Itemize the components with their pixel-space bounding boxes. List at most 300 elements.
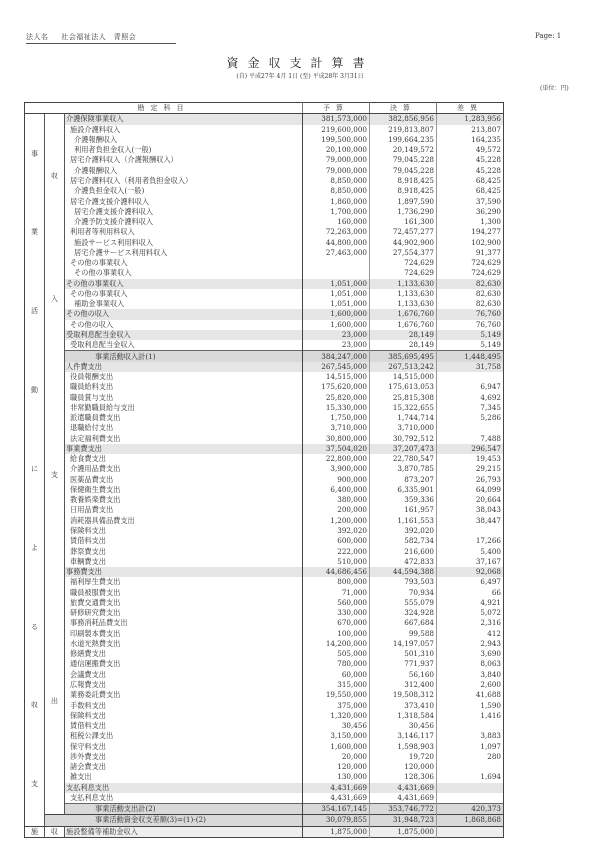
table-row bbox=[25, 516, 504, 526]
budget-value: 384,247,000 bbox=[303, 351, 370, 362]
table-row bbox=[25, 731, 504, 741]
budget-value: 20,100,000 bbox=[303, 145, 370, 155]
vertical-label-char: に bbox=[31, 464, 38, 473]
difference-value: 3,840 bbox=[437, 670, 504, 680]
difference-value: 29,215 bbox=[437, 464, 504, 474]
difference-value: 68,425 bbox=[437, 176, 504, 186]
actual-value: 1,133,630 bbox=[370, 279, 437, 289]
account-name: その他の事業収入 bbox=[65, 279, 303, 289]
fiscal-period: (自) 平成27年 4月 1日 (至) 平成28年 3月31日 bbox=[236, 73, 364, 80]
account-name: 職員賞与支出 bbox=[65, 392, 303, 402]
actual-value: 161,957 bbox=[370, 505, 437, 515]
table-row bbox=[25, 362, 504, 372]
vertical-label-char: 業 bbox=[31, 228, 38, 237]
actual-value: 79,045,228 bbox=[370, 166, 437, 176]
account-name: 介護報酬収入 bbox=[65, 135, 303, 145]
actual-value: 14,197,057 bbox=[370, 639, 437, 649]
corp-label: 法人名 bbox=[26, 33, 49, 41]
actual-value: 25,815,308 bbox=[370, 392, 437, 402]
table-row bbox=[25, 279, 504, 289]
table-row bbox=[25, 155, 504, 165]
table-row bbox=[25, 700, 504, 710]
difference-value: 5,072 bbox=[437, 608, 504, 618]
table-row bbox=[25, 320, 504, 330]
difference-value: 164,235 bbox=[437, 135, 504, 145]
table-row bbox=[25, 577, 504, 587]
budget-value: 23,000 bbox=[303, 340, 370, 351]
actual-value: 1,875,000 bbox=[370, 826, 437, 837]
cash-flow-table bbox=[24, 102, 504, 838]
actual-value: 19,720 bbox=[370, 752, 437, 762]
budget-value: 20,000 bbox=[303, 752, 370, 762]
difference-value: 102,900 bbox=[437, 237, 504, 247]
difference-value: 296,547 bbox=[437, 444, 504, 454]
vertical-label-char: 支 bbox=[51, 470, 58, 479]
budget-value: 71,000 bbox=[303, 587, 370, 597]
actual-value: 4,431,669 bbox=[370, 783, 437, 793]
facility-row bbox=[25, 826, 504, 837]
table-row bbox=[25, 248, 504, 258]
table-row bbox=[25, 741, 504, 751]
vertical-label-char: よ bbox=[31, 543, 38, 552]
actual-value: 1,897,590 bbox=[370, 196, 437, 206]
budget-value: 6,400,000 bbox=[303, 485, 370, 495]
table-row bbox=[25, 176, 504, 186]
actual-value: 6,335,901 bbox=[370, 485, 437, 495]
account-name: その他の事業収入 bbox=[65, 268, 303, 278]
account-name: 法定福利費支出 bbox=[65, 434, 303, 444]
account-name: 受取利息配当金収入 bbox=[65, 330, 303, 340]
table-row bbox=[25, 464, 504, 474]
account-name: 介護報酬収入 bbox=[65, 166, 303, 176]
table-row bbox=[25, 505, 504, 515]
actual-value: 72,457,277 bbox=[370, 227, 437, 237]
document-title: 資金収支計算書 bbox=[226, 56, 374, 70]
budget-value: 780,000 bbox=[303, 659, 370, 669]
budget-value: 199,500,000 bbox=[303, 135, 370, 145]
account-name: 手数料支出 bbox=[65, 700, 303, 710]
account-name: 介護保険事業収入 bbox=[65, 114, 303, 125]
table-row bbox=[25, 340, 504, 351]
difference-value: 1,694 bbox=[437, 772, 504, 782]
budget-value: 1,860,000 bbox=[303, 196, 370, 206]
difference-value: 5,149 bbox=[437, 340, 504, 351]
actual-value: 771,937 bbox=[370, 659, 437, 669]
budget-value: 30,456 bbox=[303, 721, 370, 731]
difference-value: 8,063 bbox=[437, 659, 504, 669]
difference-value bbox=[437, 423, 504, 433]
income-label bbox=[45, 114, 65, 362]
table-row bbox=[25, 413, 504, 423]
difference-value: 82,630 bbox=[437, 289, 504, 299]
difference-value: 45,228 bbox=[437, 155, 504, 165]
budget-value: 330,000 bbox=[303, 608, 370, 618]
account-name: 事業費支出 bbox=[65, 444, 303, 454]
vertical-label-char: 動 bbox=[31, 386, 38, 395]
actual-value: 31,948,723 bbox=[370, 815, 437, 826]
actual-value: 15,322,655 bbox=[370, 403, 437, 413]
difference-value: 5,400 bbox=[437, 546, 504, 556]
budget-value: 8,850,000 bbox=[303, 176, 370, 186]
account-name: 業務委託費支出 bbox=[65, 690, 303, 700]
difference-value: 19,453 bbox=[437, 454, 504, 464]
page-number bbox=[535, 32, 561, 40]
page-value: 1 bbox=[556, 32, 562, 40]
table-row bbox=[25, 629, 504, 639]
account-name: 葬祭費支出 bbox=[65, 546, 303, 556]
table-row bbox=[25, 145, 504, 155]
table-row bbox=[25, 227, 504, 237]
difference-value: 49,572 bbox=[437, 145, 504, 155]
account-name: 修繕費支出 bbox=[65, 649, 303, 659]
account-name: 職員被服費支出 bbox=[65, 587, 303, 597]
actual-value: 267,513,242 bbox=[370, 362, 437, 372]
table-body bbox=[25, 114, 504, 838]
actual-value: 37,207,473 bbox=[370, 444, 437, 454]
table-row bbox=[25, 752, 504, 762]
difference-value: 2,316 bbox=[437, 618, 504, 628]
budget-value: 79,000,000 bbox=[303, 155, 370, 165]
actual-value: 555,079 bbox=[370, 598, 437, 608]
account-name: 渉外費支出 bbox=[65, 752, 303, 762]
actual-value: 373,410 bbox=[370, 700, 437, 710]
difference-value: 1,300 bbox=[437, 217, 504, 227]
table-row bbox=[25, 392, 504, 402]
account-name: 水道光熱費支出 bbox=[65, 639, 303, 649]
difference-value: 724,629 bbox=[437, 268, 504, 278]
account-name: 派遣職員費支出 bbox=[65, 413, 303, 423]
col-actual: 決算 bbox=[370, 103, 437, 114]
account-name: 居宅介護サービス利用料収入 bbox=[65, 248, 303, 258]
table-row bbox=[25, 196, 504, 206]
difference-value: 2,600 bbox=[437, 680, 504, 690]
budget-value: 175,620,000 bbox=[303, 382, 370, 392]
table-row bbox=[25, 444, 504, 454]
vertical-label-char: 支 bbox=[31, 780, 38, 789]
actual-value: 1,161,553 bbox=[370, 516, 437, 526]
difference-value: 1,590 bbox=[437, 700, 504, 710]
difference-value: 20,664 bbox=[437, 495, 504, 505]
difference-value: 68,425 bbox=[437, 186, 504, 196]
table-row bbox=[25, 485, 504, 495]
account-name: 事業活動資金収支差額(3)=(1)-(2) bbox=[45, 815, 303, 826]
actual-value: 382,856,956 bbox=[370, 114, 437, 125]
table-row bbox=[25, 258, 504, 268]
actual-value: 501,310 bbox=[370, 649, 437, 659]
account-name: 介護予防支援介護料収入 bbox=[65, 217, 303, 227]
account-name: 賃借料支出 bbox=[65, 536, 303, 546]
budget-value: 1,875,000 bbox=[303, 826, 370, 837]
budget-value: 1,051,000 bbox=[303, 279, 370, 289]
account-name: 事業活動支出計(2) bbox=[65, 804, 303, 815]
actual-value: 392,020 bbox=[370, 526, 437, 536]
account-name: 広報費支出 bbox=[65, 680, 303, 690]
difference-value: 3,690 bbox=[437, 649, 504, 659]
table-row bbox=[25, 690, 504, 700]
budget-value: 23,000 bbox=[303, 330, 370, 340]
difference-value: 3,883 bbox=[437, 731, 504, 741]
account-name: 居宅介護支援介護料収入 bbox=[65, 196, 303, 206]
budget-value: 100,000 bbox=[303, 629, 370, 639]
difference-value: 4,921 bbox=[437, 598, 504, 608]
table-row bbox=[25, 670, 504, 680]
actual-value: 582,734 bbox=[370, 536, 437, 546]
expense-label bbox=[45, 362, 65, 815]
budget-value: 14,515,000 bbox=[303, 372, 370, 382]
account-name: 保健衛生費支出 bbox=[65, 485, 303, 495]
budget-value: 1,700,000 bbox=[303, 207, 370, 217]
budget-value: 25,820,000 bbox=[303, 392, 370, 402]
actual-value: 79,045,228 bbox=[370, 155, 437, 165]
difference-value: 37,590 bbox=[437, 196, 504, 206]
budget-value: 1,750,000 bbox=[303, 413, 370, 423]
account-name: 会議費支出 bbox=[65, 670, 303, 680]
account-name: 介護負担金収入(一般) bbox=[65, 186, 303, 196]
actual-value: 120,000 bbox=[370, 762, 437, 772]
table-row bbox=[25, 557, 504, 567]
actual-value: 99,588 bbox=[370, 629, 437, 639]
difference-value: 17,266 bbox=[437, 536, 504, 546]
account-name: 旅費交通費支出 bbox=[65, 598, 303, 608]
budget-value: 3,900,000 bbox=[303, 464, 370, 474]
table-row bbox=[25, 434, 504, 444]
actual-value: 324,928 bbox=[370, 608, 437, 618]
budget-value: 15,330,000 bbox=[303, 403, 370, 413]
difference-value bbox=[437, 762, 504, 772]
table-row bbox=[25, 372, 504, 382]
table-row bbox=[25, 608, 504, 618]
vertical-label-char: 活 bbox=[31, 307, 38, 316]
corp-name: 社会福祉法人 青照会 bbox=[61, 33, 137, 41]
actual-value: 175,613,053 bbox=[370, 382, 437, 392]
actual-value: 359,336 bbox=[370, 495, 437, 505]
difference-value: 5,286 bbox=[437, 413, 504, 423]
table-row bbox=[25, 114, 504, 125]
actual-value: 1,598,903 bbox=[370, 741, 437, 751]
table-row bbox=[25, 649, 504, 659]
difference-value: 724,629 bbox=[437, 258, 504, 268]
account-name: 役員報酬支出 bbox=[65, 372, 303, 382]
budget-value: 4,431,669 bbox=[303, 783, 370, 793]
account-name: 利用者負担金収入(一般) bbox=[65, 145, 303, 155]
difference-value: 6,947 bbox=[437, 382, 504, 392]
table-row bbox=[25, 475, 504, 485]
account-name: 事業活動収入計(1) bbox=[65, 351, 303, 362]
account-name: 施設介護料収入 bbox=[65, 125, 303, 135]
difference-value: 38,447 bbox=[437, 516, 504, 526]
table-row bbox=[25, 618, 504, 628]
actual-value: 44,902,900 bbox=[370, 237, 437, 247]
vertical-label-char: 入 bbox=[51, 295, 58, 304]
difference-value: 37,167 bbox=[437, 557, 504, 567]
difference-value bbox=[437, 526, 504, 536]
col-budget: 予算 bbox=[303, 103, 370, 114]
table-row bbox=[25, 793, 504, 804]
budget-value: 219,600,000 bbox=[303, 125, 370, 135]
actual-value: 28,149 bbox=[370, 340, 437, 351]
account-name: その他の収入 bbox=[65, 320, 303, 330]
difference-value bbox=[437, 372, 504, 382]
actual-value: 56,160 bbox=[370, 670, 437, 680]
difference-value bbox=[437, 783, 504, 793]
account-name: 補助金事業収入 bbox=[65, 299, 303, 309]
account-name: 人件費支出 bbox=[65, 362, 303, 372]
col-difference: 差異 bbox=[437, 103, 504, 114]
actual-value: 793,503 bbox=[370, 577, 437, 587]
budget-value: 72,263,000 bbox=[303, 227, 370, 237]
budget-value: 1,051,000 bbox=[303, 289, 370, 299]
account-name: 施設サービス利用料収入 bbox=[65, 237, 303, 247]
table-row bbox=[25, 772, 504, 782]
vertical-label-char: 出 bbox=[51, 696, 58, 705]
facility-income-label: 収 bbox=[45, 826, 65, 837]
table-row bbox=[25, 598, 504, 608]
budget-value: 222,000 bbox=[303, 546, 370, 556]
budget-value: 1,600,000 bbox=[303, 320, 370, 330]
difference-value: 92,068 bbox=[437, 567, 504, 577]
actual-value: 70,934 bbox=[370, 587, 437, 597]
budget-value: 354,167,145 bbox=[303, 804, 370, 815]
actual-value: 44,594,388 bbox=[370, 567, 437, 577]
account-name: 居宅介護料収入（利用者負担金収入） bbox=[65, 176, 303, 186]
account-name: 保険料支出 bbox=[65, 711, 303, 721]
difference-value: 76,760 bbox=[437, 309, 504, 319]
budget-value: 27,463,000 bbox=[303, 248, 370, 258]
actual-value: 724,629 bbox=[370, 258, 437, 268]
account-name: 退職給付支出 bbox=[65, 423, 303, 433]
actual-value: 199,664,235 bbox=[370, 135, 437, 145]
difference-value: 82,630 bbox=[437, 279, 504, 289]
difference-value: 1,416 bbox=[437, 711, 504, 721]
difference-value: 64,099 bbox=[437, 485, 504, 495]
difference-value: 194,277 bbox=[437, 227, 504, 237]
actual-value: 667,684 bbox=[370, 618, 437, 628]
table-row bbox=[25, 423, 504, 433]
table-row bbox=[25, 268, 504, 278]
account-name: その他の収入 bbox=[65, 309, 303, 319]
account-name: 介護用品費支出 bbox=[65, 464, 303, 474]
table-row bbox=[25, 330, 504, 340]
difference-value: 6,497 bbox=[437, 577, 504, 587]
difference-value: 1,868,868 bbox=[437, 815, 504, 826]
budget-value: 1,600,000 bbox=[303, 309, 370, 319]
account-name: 賃借料支出 bbox=[65, 721, 303, 731]
budget-value: 30,079,855 bbox=[303, 815, 370, 826]
account-name: 受取利息配当金収入 bbox=[65, 340, 303, 351]
difference-value: 91,377 bbox=[437, 248, 504, 258]
budget-value: 375,000 bbox=[303, 700, 370, 710]
account-name: その他の事業収入 bbox=[65, 289, 303, 299]
account-name: 印刷製本費支出 bbox=[65, 629, 303, 639]
account-name: 居宅介護支援介護料収入 bbox=[65, 207, 303, 217]
difference-value: 1,283,956 bbox=[437, 114, 504, 125]
actual-value: 22,780,547 bbox=[370, 454, 437, 464]
difference-value: 7,488 bbox=[437, 434, 504, 444]
table-row bbox=[25, 721, 504, 731]
table-row bbox=[25, 536, 504, 546]
account-name: 福利厚生費支出 bbox=[65, 577, 303, 587]
actual-value: 3,146,117 bbox=[370, 731, 437, 741]
account-name: 日用品費支出 bbox=[65, 505, 303, 515]
account-name: 給食費支出 bbox=[65, 454, 303, 464]
difference-value bbox=[437, 721, 504, 731]
account-name: 支払利息支出 bbox=[65, 793, 303, 804]
account-name: 非常勤職員給与支出 bbox=[65, 403, 303, 413]
account-name: 事務消耗品費支出 bbox=[65, 618, 303, 628]
difference-value: 31,758 bbox=[437, 362, 504, 372]
budget-value: 14,200,000 bbox=[303, 639, 370, 649]
account-name: その他の事業収入 bbox=[65, 258, 303, 268]
difference-value: 420,373 bbox=[437, 804, 504, 815]
budget-value: 130,000 bbox=[303, 772, 370, 782]
account-name: 居宅介護料収入（介護報酬収入） bbox=[65, 155, 303, 165]
budget-value bbox=[303, 258, 370, 268]
budget-value: 900,000 bbox=[303, 475, 370, 485]
actual-value: 8,918,425 bbox=[370, 186, 437, 196]
actual-value: 353,746,772 bbox=[370, 804, 437, 815]
account-name: 支払利息支出 bbox=[65, 783, 303, 793]
budget-value: 200,000 bbox=[303, 505, 370, 515]
actual-value: 1,676,760 bbox=[370, 320, 437, 330]
table-row bbox=[25, 567, 504, 577]
actual-value: 4,431,669 bbox=[370, 793, 437, 804]
budget-value: 392,020 bbox=[303, 526, 370, 536]
difference-value: 213,807 bbox=[437, 125, 504, 135]
account-name: 車輌費支出 bbox=[65, 557, 303, 567]
actual-value: 3,870,785 bbox=[370, 464, 437, 474]
budget-value: 381,573,000 bbox=[303, 114, 370, 125]
budget-value bbox=[303, 268, 370, 278]
budget-value: 79,000,000 bbox=[303, 166, 370, 176]
actual-value: 385,695,495 bbox=[370, 351, 437, 362]
difference-value: 82,630 bbox=[437, 299, 504, 309]
table-row bbox=[25, 382, 504, 392]
table-row bbox=[25, 125, 504, 135]
table-row bbox=[25, 659, 504, 669]
table-row bbox=[25, 783, 504, 793]
table-row bbox=[25, 166, 504, 176]
difference-value: 26,793 bbox=[437, 475, 504, 485]
account-name: 施設整備等補助金収入 bbox=[65, 826, 303, 837]
budget-value: 505,000 bbox=[303, 649, 370, 659]
actual-value: 312,400 bbox=[370, 680, 437, 690]
table-row bbox=[25, 804, 504, 815]
table-row bbox=[25, 762, 504, 772]
currency-unit: (単位：円) bbox=[540, 85, 569, 92]
budget-value: 560,000 bbox=[303, 598, 370, 608]
account-name: 教養娯楽費支出 bbox=[65, 495, 303, 505]
account-name: 利用者等利用料収入 bbox=[65, 227, 303, 237]
table-row bbox=[25, 309, 504, 319]
budget-value: 510,000 bbox=[303, 557, 370, 567]
actual-value: 30,456 bbox=[370, 721, 437, 731]
table-row bbox=[25, 207, 504, 217]
difference-value: 5,149 bbox=[437, 330, 504, 340]
actual-value: 1,744,714 bbox=[370, 413, 437, 423]
difference-value: 36,290 bbox=[437, 207, 504, 217]
table-row bbox=[25, 403, 504, 413]
actual-value: 20,149,572 bbox=[370, 145, 437, 155]
actual-value: 8,918,425 bbox=[370, 176, 437, 186]
budget-value: 1,051,000 bbox=[303, 299, 370, 309]
account-name: 通信運搬費支出 bbox=[65, 659, 303, 669]
facility-section-label: 施 bbox=[25, 826, 45, 837]
vertical-label-char: 収 bbox=[31, 701, 38, 710]
budget-value: 160,000 bbox=[303, 217, 370, 227]
account-name: 雑支出 bbox=[65, 772, 303, 782]
actual-value: 14,515,000 bbox=[370, 372, 437, 382]
vertical-label-char: 事 bbox=[31, 149, 38, 158]
